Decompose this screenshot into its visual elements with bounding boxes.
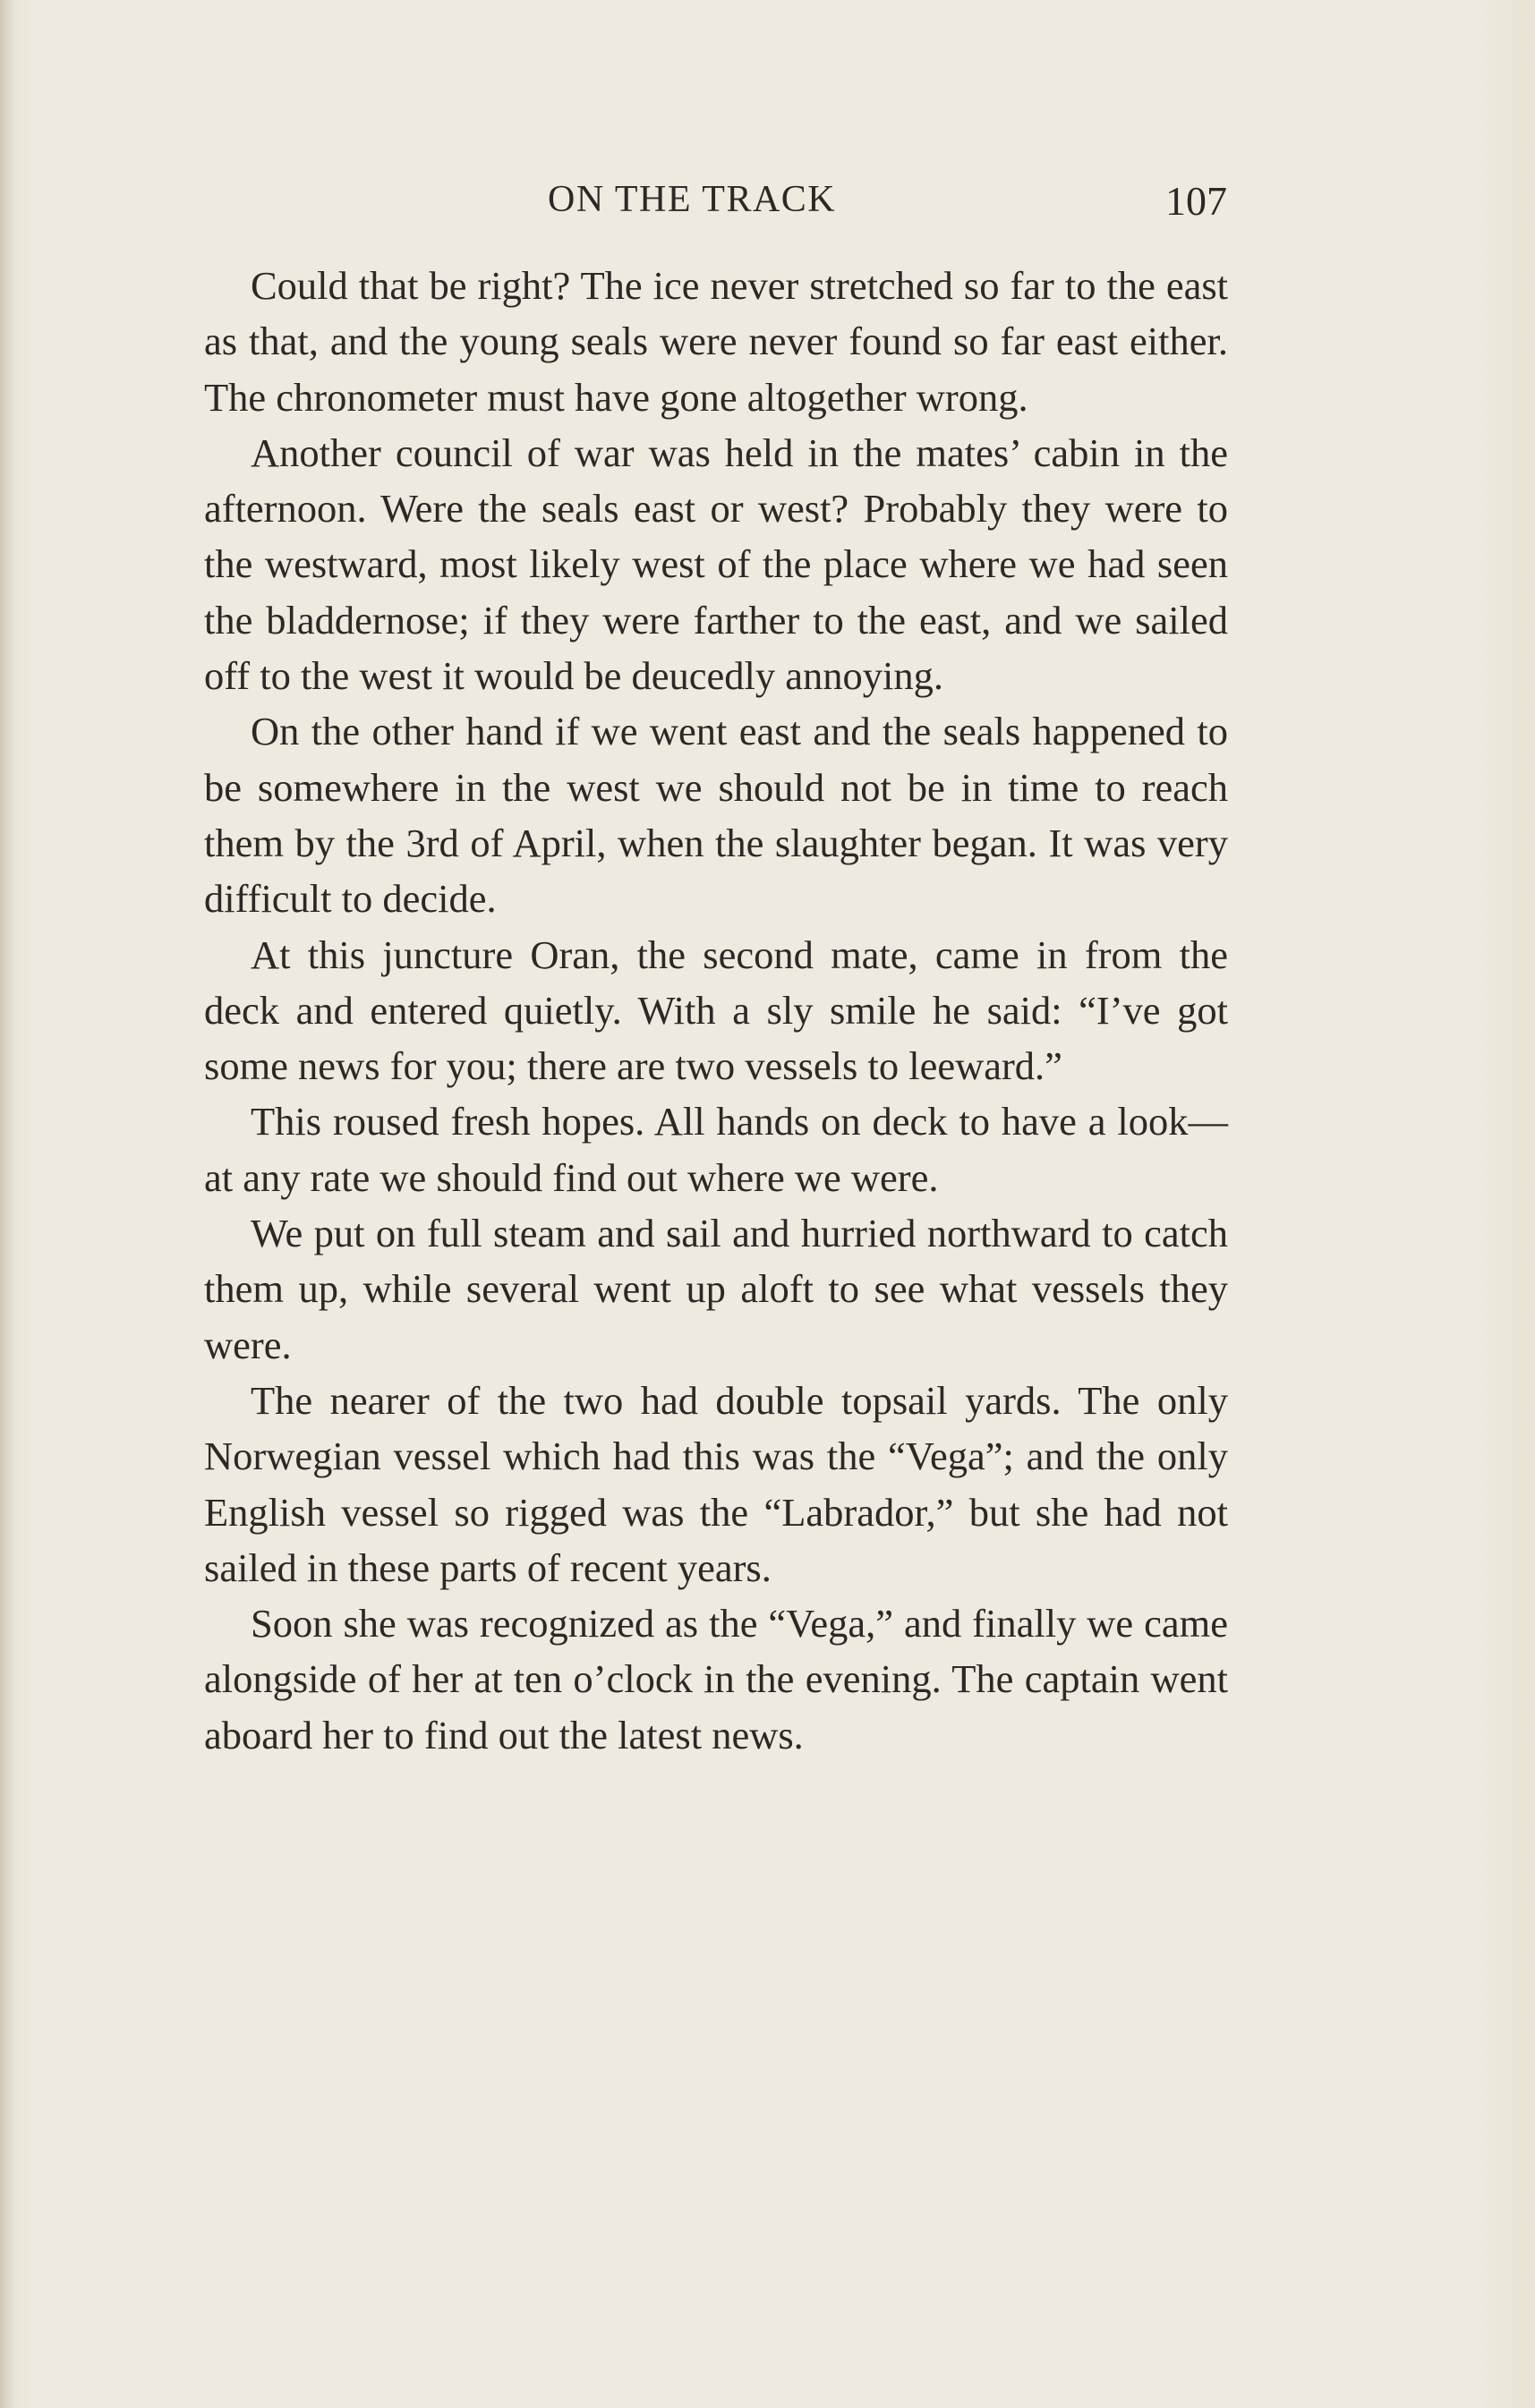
running-title: ON THE TRACK	[548, 179, 837, 220]
paragraph: Could that be right? The ice never stretched so far to the east as that, and the young seals were never found so far east either. The chronometer must have gone altogether wrong.	[204, 263, 1228, 420]
paragraph: The nearer of the two had double topsail yards. The only Norwegian vessel which had this was the “Vega”; and the only English vessel so rigged was the “Labrador,” but she had not sailed in these parts of recent years.	[204, 1377, 1228, 1590]
page-number: 107	[1165, 178, 1227, 224]
paragraph: We put on full steam and sail and hurried northward to catch them up, while several went up aloft to see what vessels they were.	[204, 1211, 1228, 1367]
paragraph: This roused fresh hopes. All hands on deck to have a look—at any rate we should find out where we were.	[204, 1099, 1228, 1200]
paragraph: Another council of war was held in the mates’ cabin in the afternoon. Were the seals east or west? Probably they were to the westward, most likely west of the place where we had seen the bladdernose; if they were farther to the east, and we sailed off to the west it would be deucedly annoying.	[204, 430, 1228, 699]
paragraph: Soon she was recognized as the “Vega,” and finally we came alongside of her at ten o’clock in the evening. The captain went aboard her to find out the latest news.	[204, 1601, 1228, 1757]
paragraph: On the other hand if we went east and the seals happened to be somewhere in the west we should not be in time to reach them by the 3rd of April, when the slaughter began. It was very difficult to decide.	[204, 709, 1228, 922]
paragraph: At this juncture Oran, the second mate, came in from the deck and entered quietly. With a sly smile he said: “I’ve got some news for you; there are two vessels to leeward.”	[204, 932, 1228, 1089]
page-binding-edge	[0, 0, 14, 2408]
running-head	[0, 175, 1535, 229]
body-text	[204, 258, 1228, 1763]
